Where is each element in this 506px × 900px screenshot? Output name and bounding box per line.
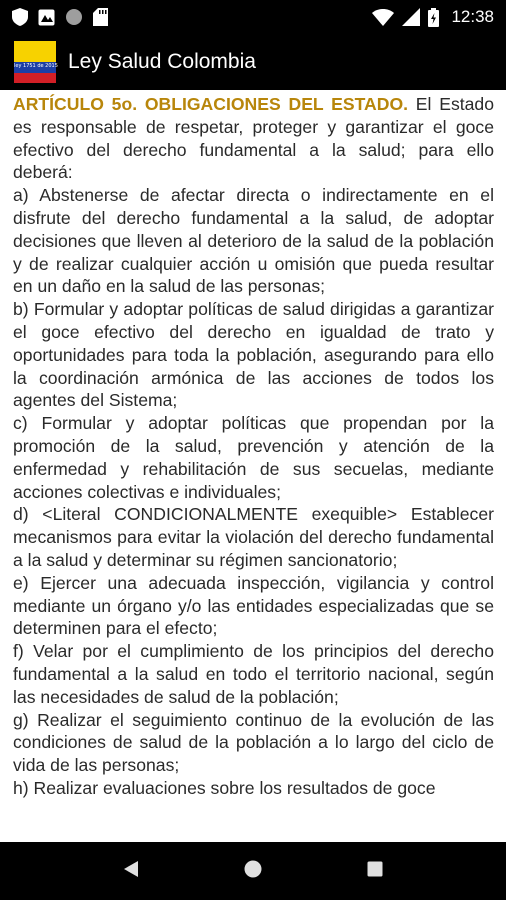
logo-text: ley 1751 de 2015 bbox=[14, 63, 58, 69]
recents-icon bbox=[367, 861, 383, 882]
back-icon bbox=[123, 860, 139, 883]
article-intro bbox=[13, 93, 494, 184]
article-paragraph-g: g) Realizar el seguimiento continuo de la evolución de las condiciones de salud de la población a lo largo del ciclo de vida de las personas; bbox=[13, 709, 494, 776]
circle-icon bbox=[65, 8, 83, 26]
wifi-icon bbox=[372, 9, 394, 26]
battery-icon bbox=[428, 8, 439, 27]
colombia-flag-logo bbox=[14, 41, 56, 83]
article-paragraph-h: h) Realizar evaluaciones sobre los resultados de goce bbox=[13, 777, 436, 798]
status-right-icons bbox=[372, 7, 494, 27]
shield-icon bbox=[12, 8, 28, 26]
article-content[interactable] bbox=[0, 90, 506, 842]
article-paragraph-c: c) Formular y adoptar políticas que propendan por la promoción de la salud, prevención y atención de la enfermedad y rehabilitación de sus secuelas, mediante acciones colectivas e individuales; bbox=[13, 413, 494, 502]
article-paragraph-a: a) Abstenerse de afectar directa o indirectamente en el disfrute del derecho fundamental a la salud, de adoptar decisiones que lleven al deterioro de la salud de la población y de realizar cualquier acción u omisión que pueda resultar en un daño en la salud de las personas; bbox=[13, 185, 494, 297]
recents-button[interactable] bbox=[355, 851, 395, 891]
article-heading: ARTÍCULO 5o. OBLIGACIONES DEL ESTADO. bbox=[13, 94, 409, 114]
article-paragraph-e: e) Ejercer una adecuada inspección, vigilancia y control mediante un órgano y/o las entidades especializadas que se determinen para el efecto; bbox=[13, 572, 494, 639]
status-bar bbox=[0, 0, 506, 34]
article-paragraph-f: f) Velar por el cumplimiento de los principios del derecho fundamental a la salud en todo el territorio nacional, según las necesidades de salud de la población; bbox=[13, 641, 494, 707]
sd-card-icon bbox=[93, 8, 108, 26]
app-bar bbox=[0, 34, 506, 90]
navigation-bar bbox=[0, 842, 506, 900]
article-intro-text: El Estado es responsable de respetar, proteger y garantizar el goce efectivo del derecho fundamental a la salud; para ello deberá: bbox=[13, 94, 494, 183]
signal-icon bbox=[402, 8, 420, 26]
home-icon bbox=[244, 860, 262, 883]
photo-icon bbox=[38, 9, 55, 26]
status-left-icons bbox=[12, 8, 108, 26]
status-time: 12:38 bbox=[451, 7, 494, 26]
back-button[interactable] bbox=[111, 851, 151, 891]
app-title: Ley Salud Colombia bbox=[68, 50, 256, 73]
article-paragraph-b: b) Formular y adoptar políticas de salud dirigidas a garantizar el goce efectivo del derecho en igualdad de trato y oportunidades para toda la población, asegurando para ello la coordinación armónica de las acciones de todos los agentes del Sistema; bbox=[13, 299, 494, 411]
article-paragraph-d: d) <Literal CONDICIONALMENTE exequible> Establecer mecanismos para evitar la violación del derecho fundamental a la salud y determinar su régimen sancionatorio; bbox=[13, 504, 494, 570]
home-button[interactable] bbox=[233, 851, 273, 891]
